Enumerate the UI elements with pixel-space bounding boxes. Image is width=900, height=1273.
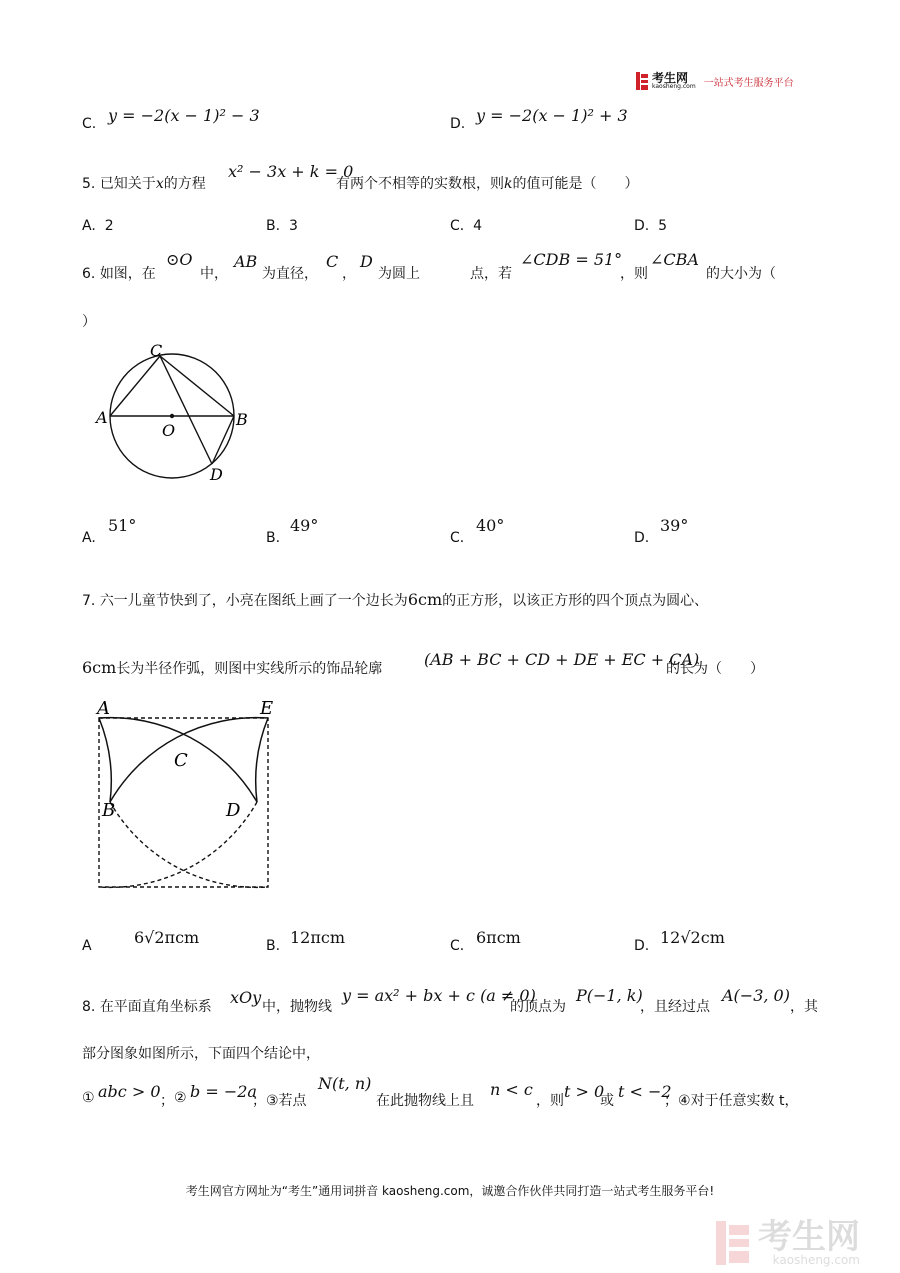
label-a: A bbox=[96, 408, 108, 427]
q4-option-d-expr: y = −2(x − 1)² + 3 bbox=[476, 106, 628, 125]
q7-t1: 六一儿童节快到了，小亮在图纸上画了一个边长为 bbox=[99, 593, 408, 609]
q5-equation: x² − 3x + k = 0 bbox=[228, 162, 354, 181]
watermark-icon bbox=[716, 1221, 752, 1265]
q6-c: C bbox=[326, 252, 339, 271]
q6-option-a-label: A. bbox=[82, 530, 96, 546]
q5-number: 5. bbox=[82, 176, 96, 192]
q5-option-a: A. 2 bbox=[82, 218, 114, 234]
q5-option-b: B. 3 bbox=[266, 218, 298, 234]
header-logo bbox=[636, 72, 794, 90]
square-outline bbox=[99, 718, 268, 887]
q7-option-b-label: B. bbox=[266, 938, 281, 954]
q7-option-d-label: D. bbox=[634, 938, 650, 954]
segment-cb bbox=[160, 356, 234, 416]
label-a: A bbox=[97, 698, 110, 719]
q8-c1-mark: ① bbox=[82, 1090, 95, 1106]
q6-option-d-label: D. bbox=[634, 530, 650, 546]
q8-t3: 的顶点为 bbox=[510, 999, 566, 1015]
q6-ask: ∠CBA bbox=[650, 250, 699, 269]
q6-option-c-label: C. bbox=[450, 530, 465, 546]
q6-ab: AB bbox=[234, 252, 258, 271]
q7-t2: 的正方形，以该正方形的四个顶点为圆心、 bbox=[442, 593, 709, 609]
q6-t6: 点，若 bbox=[470, 266, 512, 282]
q7-arc-figure bbox=[92, 694, 288, 900]
label-c: C bbox=[174, 750, 188, 771]
q5-stem-end bbox=[336, 173, 638, 193]
q8-t2: 中，抛物线 bbox=[262, 999, 332, 1015]
q7-option-a-label: A bbox=[82, 938, 92, 954]
q6-circle-figure bbox=[92, 336, 252, 486]
q5-var-k: k bbox=[504, 176, 513, 192]
q7-option-c-label: C. bbox=[450, 938, 465, 954]
watermark-cn: 考生网 bbox=[758, 1217, 860, 1257]
q6-t5: 为圆上 bbox=[378, 266, 420, 282]
q8-t5: ，其 bbox=[790, 999, 818, 1015]
q8-c3-a: 在此抛物线上且 bbox=[376, 1093, 474, 1109]
watermark-logo bbox=[716, 1217, 860, 1267]
q8-sys: xOy bbox=[230, 988, 262, 1007]
q8-sep2: ；③若点 bbox=[252, 1093, 307, 1109]
footer-text: 考生网官方网址为“考生”通用词拼音 kaosheng.com，诚邀合作伙伴共同打造一站式考生服务平台! bbox=[185, 1184, 715, 1198]
q7-option-a-value: 6√2πcm bbox=[134, 928, 200, 947]
q8-c3-b: ，则 bbox=[536, 1093, 564, 1109]
q6-given: ∠CDB = 51° bbox=[520, 250, 623, 269]
label-b: B bbox=[236, 410, 248, 429]
arc-ab bbox=[99, 718, 111, 802]
q6-option-d-value: 39° bbox=[660, 516, 689, 535]
q7-line2 bbox=[82, 658, 382, 678]
q7-t3: 长为半径作弧，则图中实线所示的饰品轮廓 bbox=[116, 661, 383, 677]
q5-text-b: 的方程 bbox=[163, 176, 206, 192]
q5-stem bbox=[82, 173, 206, 193]
q5-option-c: C. 4 bbox=[450, 218, 483, 234]
arc-de bbox=[256, 718, 268, 802]
watermark-en: kaosheng.com bbox=[772, 1253, 860, 1267]
segment-db bbox=[212, 416, 234, 464]
q5-text-d: 的值可能是（ ） bbox=[512, 176, 639, 192]
q8-c3-cond: n < c bbox=[490, 1080, 533, 1099]
q7-radius: 6cm bbox=[82, 658, 117, 677]
q8-sep1: ； bbox=[160, 1093, 174, 1109]
q6-t4: ， bbox=[342, 266, 356, 282]
q5-var-x: x bbox=[155, 176, 164, 192]
label-b: B bbox=[102, 800, 116, 821]
label-d: D bbox=[210, 465, 223, 484]
q7-option-c-value: 6πcm bbox=[476, 928, 521, 947]
q6-option-a-value: 51° bbox=[108, 516, 137, 535]
q8-point: A(−3, 0) bbox=[722, 986, 790, 1005]
q8-c1: abc > 0 bbox=[98, 1082, 161, 1101]
q7-number: 7. bbox=[82, 593, 96, 609]
logo-icon bbox=[636, 72, 648, 90]
label-d: D bbox=[226, 800, 241, 821]
q6-option-b-label: B. bbox=[266, 530, 281, 546]
label-o: O bbox=[162, 421, 176, 440]
q6-number: 6. 如图，在 bbox=[82, 266, 156, 282]
q8-c3-or: 或 bbox=[600, 1093, 614, 1109]
q6-option-b-value: 49° bbox=[290, 516, 319, 535]
q8-t1: 8. 在平面直角坐标系 bbox=[82, 999, 212, 1015]
q7-t4: 的长为（ ） bbox=[666, 661, 764, 677]
q6-t7: ，则 bbox=[620, 266, 648, 282]
q6-t3: 为直径， bbox=[262, 266, 318, 282]
q8-c3-r2: t < −2 bbox=[618, 1082, 672, 1101]
q4-option-c-label: C. bbox=[82, 116, 97, 132]
q7-line1 bbox=[82, 590, 708, 610]
q8-para: y = ax² + bx + c (a ≠ 0) bbox=[342, 986, 536, 1005]
q6-circle: ⊙O bbox=[166, 250, 193, 269]
brand-domain: kaosheng.com bbox=[652, 83, 696, 90]
q8-t4: ，且经过点 bbox=[640, 999, 710, 1015]
q8-c3-point: N(t, n) bbox=[318, 1074, 372, 1093]
q5-option-d: D. 5 bbox=[634, 218, 668, 234]
q4-option-d-label: D. bbox=[450, 116, 466, 132]
q8-c2-mark: ② bbox=[174, 1090, 187, 1106]
q7-expr: (AB + BC + CD + DE + EC + CA) bbox=[424, 650, 700, 669]
label-c: C bbox=[150, 341, 163, 360]
q7-option-b-value: 12πcm bbox=[290, 928, 346, 947]
q6-d: D bbox=[360, 252, 373, 271]
q7-side: 6cm bbox=[407, 590, 443, 609]
q6-t2: 中， bbox=[200, 266, 228, 282]
dashed-arc-left bbox=[110, 802, 268, 887]
center-point bbox=[170, 414, 174, 418]
q5-text-a: 已知关于 bbox=[99, 176, 156, 192]
q8-c2: b = −2a bbox=[190, 1082, 257, 1101]
q8-c3-r1: t > 0 bbox=[564, 1082, 605, 1101]
q6-t9: ） bbox=[82, 314, 96, 330]
arc-bce bbox=[110, 718, 268, 802]
q6-option-c-value: 40° bbox=[476, 516, 505, 535]
q4-option-c-expr: y = −2(x − 1)² − 3 bbox=[108, 106, 260, 125]
brand-name: 考生网 bbox=[652, 71, 689, 85]
q6-t8: 的大小为（ bbox=[706, 266, 776, 282]
brand-slogan: 一站式考生服务平台 bbox=[703, 77, 794, 89]
q7-option-d-value: 12√2cm bbox=[660, 928, 725, 947]
q8-c4: ；④对于任意实数 t， bbox=[664, 1093, 799, 1109]
q8-vertex: P(−1, k) bbox=[576, 986, 643, 1005]
q8-line2: 部分图象如图所示，下面四个结论中， bbox=[82, 1046, 320, 1062]
segment-cd bbox=[160, 356, 212, 464]
label-e: E bbox=[260, 698, 274, 719]
q5-text-c: 有两个不相等的实数根，则 bbox=[336, 176, 504, 192]
